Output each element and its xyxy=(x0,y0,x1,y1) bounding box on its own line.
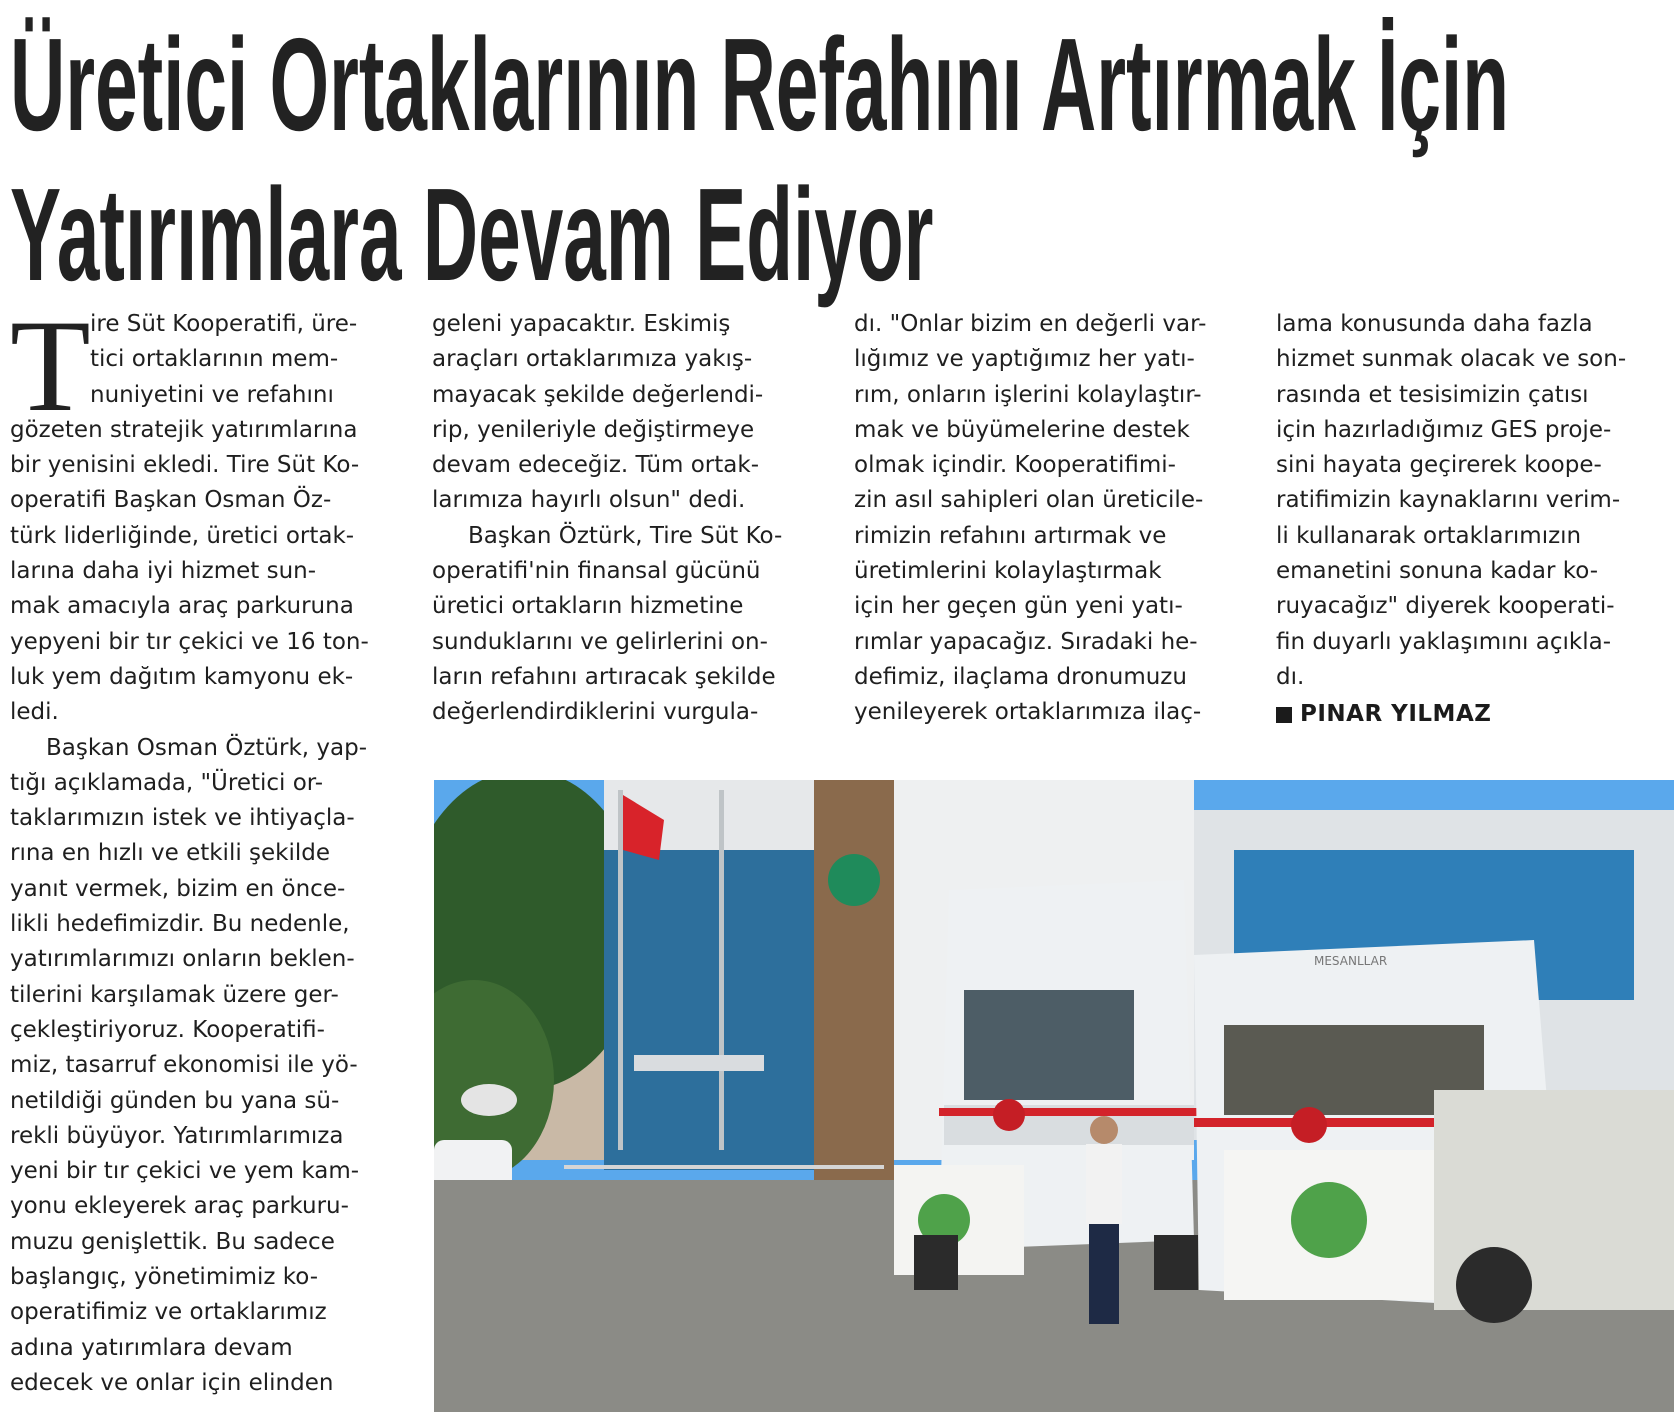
column-line: geleni yapacaktır. Eskimiş xyxy=(432,311,731,337)
article-column-4 xyxy=(1276,307,1676,733)
headline-line-1: Üretici Ortaklarının Refahını Artırmak İçin xyxy=(10,11,1510,158)
column-line: değerlendirdiklerini vurgula- xyxy=(432,699,759,726)
column-line: lığımız ve yaptığımız her yatı- xyxy=(854,346,1195,373)
photo-truck-cab-text: MESANLLAR xyxy=(1314,954,1388,968)
photo-tower-logo xyxy=(828,854,880,906)
column-line: netildiği günden bu yana sü- xyxy=(10,1087,340,1114)
photo-ribbon-bow xyxy=(1291,1107,1327,1143)
column-line: ratifimizin kaynaklarını verim- xyxy=(1276,487,1621,514)
photo-flagpole xyxy=(719,790,724,1150)
photo-truck-1-wheel xyxy=(1154,1235,1198,1290)
column-line: rimizin refahını artırmak ve xyxy=(854,522,1167,549)
column-line: ların refahını artıracak şekilde xyxy=(432,663,776,690)
byline-author: PINAR YILMAZ xyxy=(1300,701,1492,728)
column-line: Başkan Öztürk, Tire Süt Ko- xyxy=(468,522,783,549)
photo-person-shirt xyxy=(1086,1144,1122,1224)
column-line: rip, yenileriyle değiştirmeye xyxy=(432,416,755,443)
headline-line-2: Yatırımlara Devam Ediyor xyxy=(10,161,934,308)
column-line: fin duyarlı yaklaşımını açıkla- xyxy=(1276,628,1611,655)
column-line: operatifi'nin finansal gücünü xyxy=(432,558,761,585)
column-line: başlangıç, yönetimimiz ko- xyxy=(10,1264,319,1291)
photo-fence xyxy=(564,1165,884,1169)
column-line: devam edeceğiz. Tüm ortak- xyxy=(432,452,759,479)
column-line: muzu genişlettik. Bu sadece xyxy=(10,1228,335,1255)
article-column-2 xyxy=(432,307,832,731)
column-line: dı. "Onlar bizim en değerli var- xyxy=(854,311,1207,337)
article-photo xyxy=(434,780,1674,1412)
headline xyxy=(10,10,1510,310)
column-line: larına daha iyi hizmet sun- xyxy=(10,558,317,585)
photo-banner-2-logo xyxy=(1291,1182,1367,1258)
column-line: yonu ekleyerek araç parkuru- xyxy=(10,1193,349,1220)
column-line: lama konusunda daha fazla xyxy=(1276,311,1593,337)
column-line: mak amacıyla araç parkuruna xyxy=(10,593,354,620)
column-line: için hazırladığımız GES proje- xyxy=(1276,416,1612,443)
column-line: Başkan Osman Öztürk, yap- xyxy=(46,734,368,761)
byline-square-icon xyxy=(1276,707,1292,723)
column-line: yatırımlarımızı onların beklen- xyxy=(10,946,355,973)
column-line: defimiz, ilaçlama dronumuzu xyxy=(854,663,1187,690)
column-line: tici ortaklarının mem- xyxy=(90,346,339,373)
column-line: nuniyetini ve refahını xyxy=(90,381,334,408)
column-line: operatifi Başkan Osman Öz- xyxy=(10,487,332,514)
column-line: li kullanarak ortaklarımızın xyxy=(1276,522,1582,549)
photo-illustration xyxy=(434,780,1674,1412)
photo-cow-statue xyxy=(461,1084,517,1116)
column-line: yanıt vermek, bizim en önce- xyxy=(10,875,346,902)
column-line: operatifimiz ve ortaklarımız xyxy=(10,1299,327,1326)
column-line: araçları ortaklarımıza yakış- xyxy=(432,346,753,373)
article-column-3 xyxy=(854,307,1254,731)
column-line: larımıza hayırlı olsun" dedi. xyxy=(432,487,746,514)
photo-flagpole xyxy=(618,790,623,1150)
column-line: taklarımızın istek ve ihtiyaçla- xyxy=(10,805,355,832)
column-line: emanetini sonuna kadar ko- xyxy=(1276,558,1599,585)
column-line: rımlar yapacağız. Sıradaki he- xyxy=(854,628,1198,655)
column-line: üretimlerini kolaylaştırmak xyxy=(854,558,1162,585)
photo-truck-1-windshield xyxy=(964,990,1134,1100)
column-line: rekli büyüyor. Yatırımlarımıza xyxy=(10,1122,344,1149)
column-line: rım, onların işlerini kolaylaştır- xyxy=(854,381,1202,408)
photo-person-head xyxy=(1090,1116,1118,1144)
photo-ribbon-bow xyxy=(993,1099,1025,1131)
column-line: luk yem dağıtım kamyonu ek- xyxy=(10,663,354,690)
column-line: olmak içindir. Kooperatifimi- xyxy=(854,452,1176,479)
column-line: üretici ortakların hizmetine xyxy=(432,593,744,620)
column-line: yeni bir tır çekici ve yem kam- xyxy=(10,1158,360,1185)
column-line: tilerini karşılamak üzere ger- xyxy=(10,981,339,1008)
column-line: yenileyerek ortaklarımıza ilaç- xyxy=(854,699,1202,726)
photo-canopy xyxy=(634,1055,764,1071)
column-line: sunduklarını ve gelirlerini on- xyxy=(432,628,768,655)
photo-person-trousers xyxy=(1089,1224,1119,1324)
column-line: için her geçen gün yeni yatı- xyxy=(854,593,1183,620)
column-line: sini hayata geçirerek koope- xyxy=(1276,452,1602,479)
column-line: rına en hızlı ve etkili şekilde xyxy=(10,840,331,867)
byline xyxy=(1276,697,1676,732)
column-line: bir yenisini ekledi. Tire Süt Ko- xyxy=(10,452,360,479)
photo-truck-2-wheel xyxy=(1456,1247,1532,1323)
column-line: miz, tasarruf ekonomisi ile yö- xyxy=(10,1052,358,1079)
column-line: ire Süt Kooperatifi, üre- xyxy=(90,311,358,337)
photo-glass-building xyxy=(604,840,824,1170)
column-line: yepyeni bir tır çekici ve 16 ton- xyxy=(10,628,369,655)
column-line: mayacak şekilde değerlendi- xyxy=(432,381,764,408)
photo-truck-1-wheel xyxy=(914,1235,958,1290)
column-line: çekleştiriyoruz. Kooperatifi- xyxy=(10,1016,325,1043)
column-line: likli hedefimizdir. Bu nedenle, xyxy=(10,911,350,938)
column-line: edecek ve onlar için elinden xyxy=(10,1369,334,1396)
column-line: mak ve büyümelerine destek xyxy=(854,416,1190,443)
column-line: gözeten stratejik yatırımlarına xyxy=(10,416,358,443)
photo-tower xyxy=(814,780,894,1180)
column-line: zin asıl sahipleri olan üreticile- xyxy=(854,487,1204,514)
column-line: dı. xyxy=(1276,663,1305,690)
column-line: rasında et tesisimizin çatısı xyxy=(1276,381,1589,408)
drop-cap: T xyxy=(10,292,91,439)
column-line: hizmet sunmak olacak ve son- xyxy=(1276,346,1627,373)
column-line: adına yatırımlara devam xyxy=(10,1334,293,1361)
article-column-1 xyxy=(10,292,405,1401)
column-line: ruyacağız" diyerek kooperati- xyxy=(1276,593,1615,620)
column-line: türk liderliğinde, üretici ortak- xyxy=(10,522,355,549)
column-line: tığı açıklamada, "Üretici or- xyxy=(10,769,324,796)
column-line: ledi. xyxy=(10,699,59,726)
